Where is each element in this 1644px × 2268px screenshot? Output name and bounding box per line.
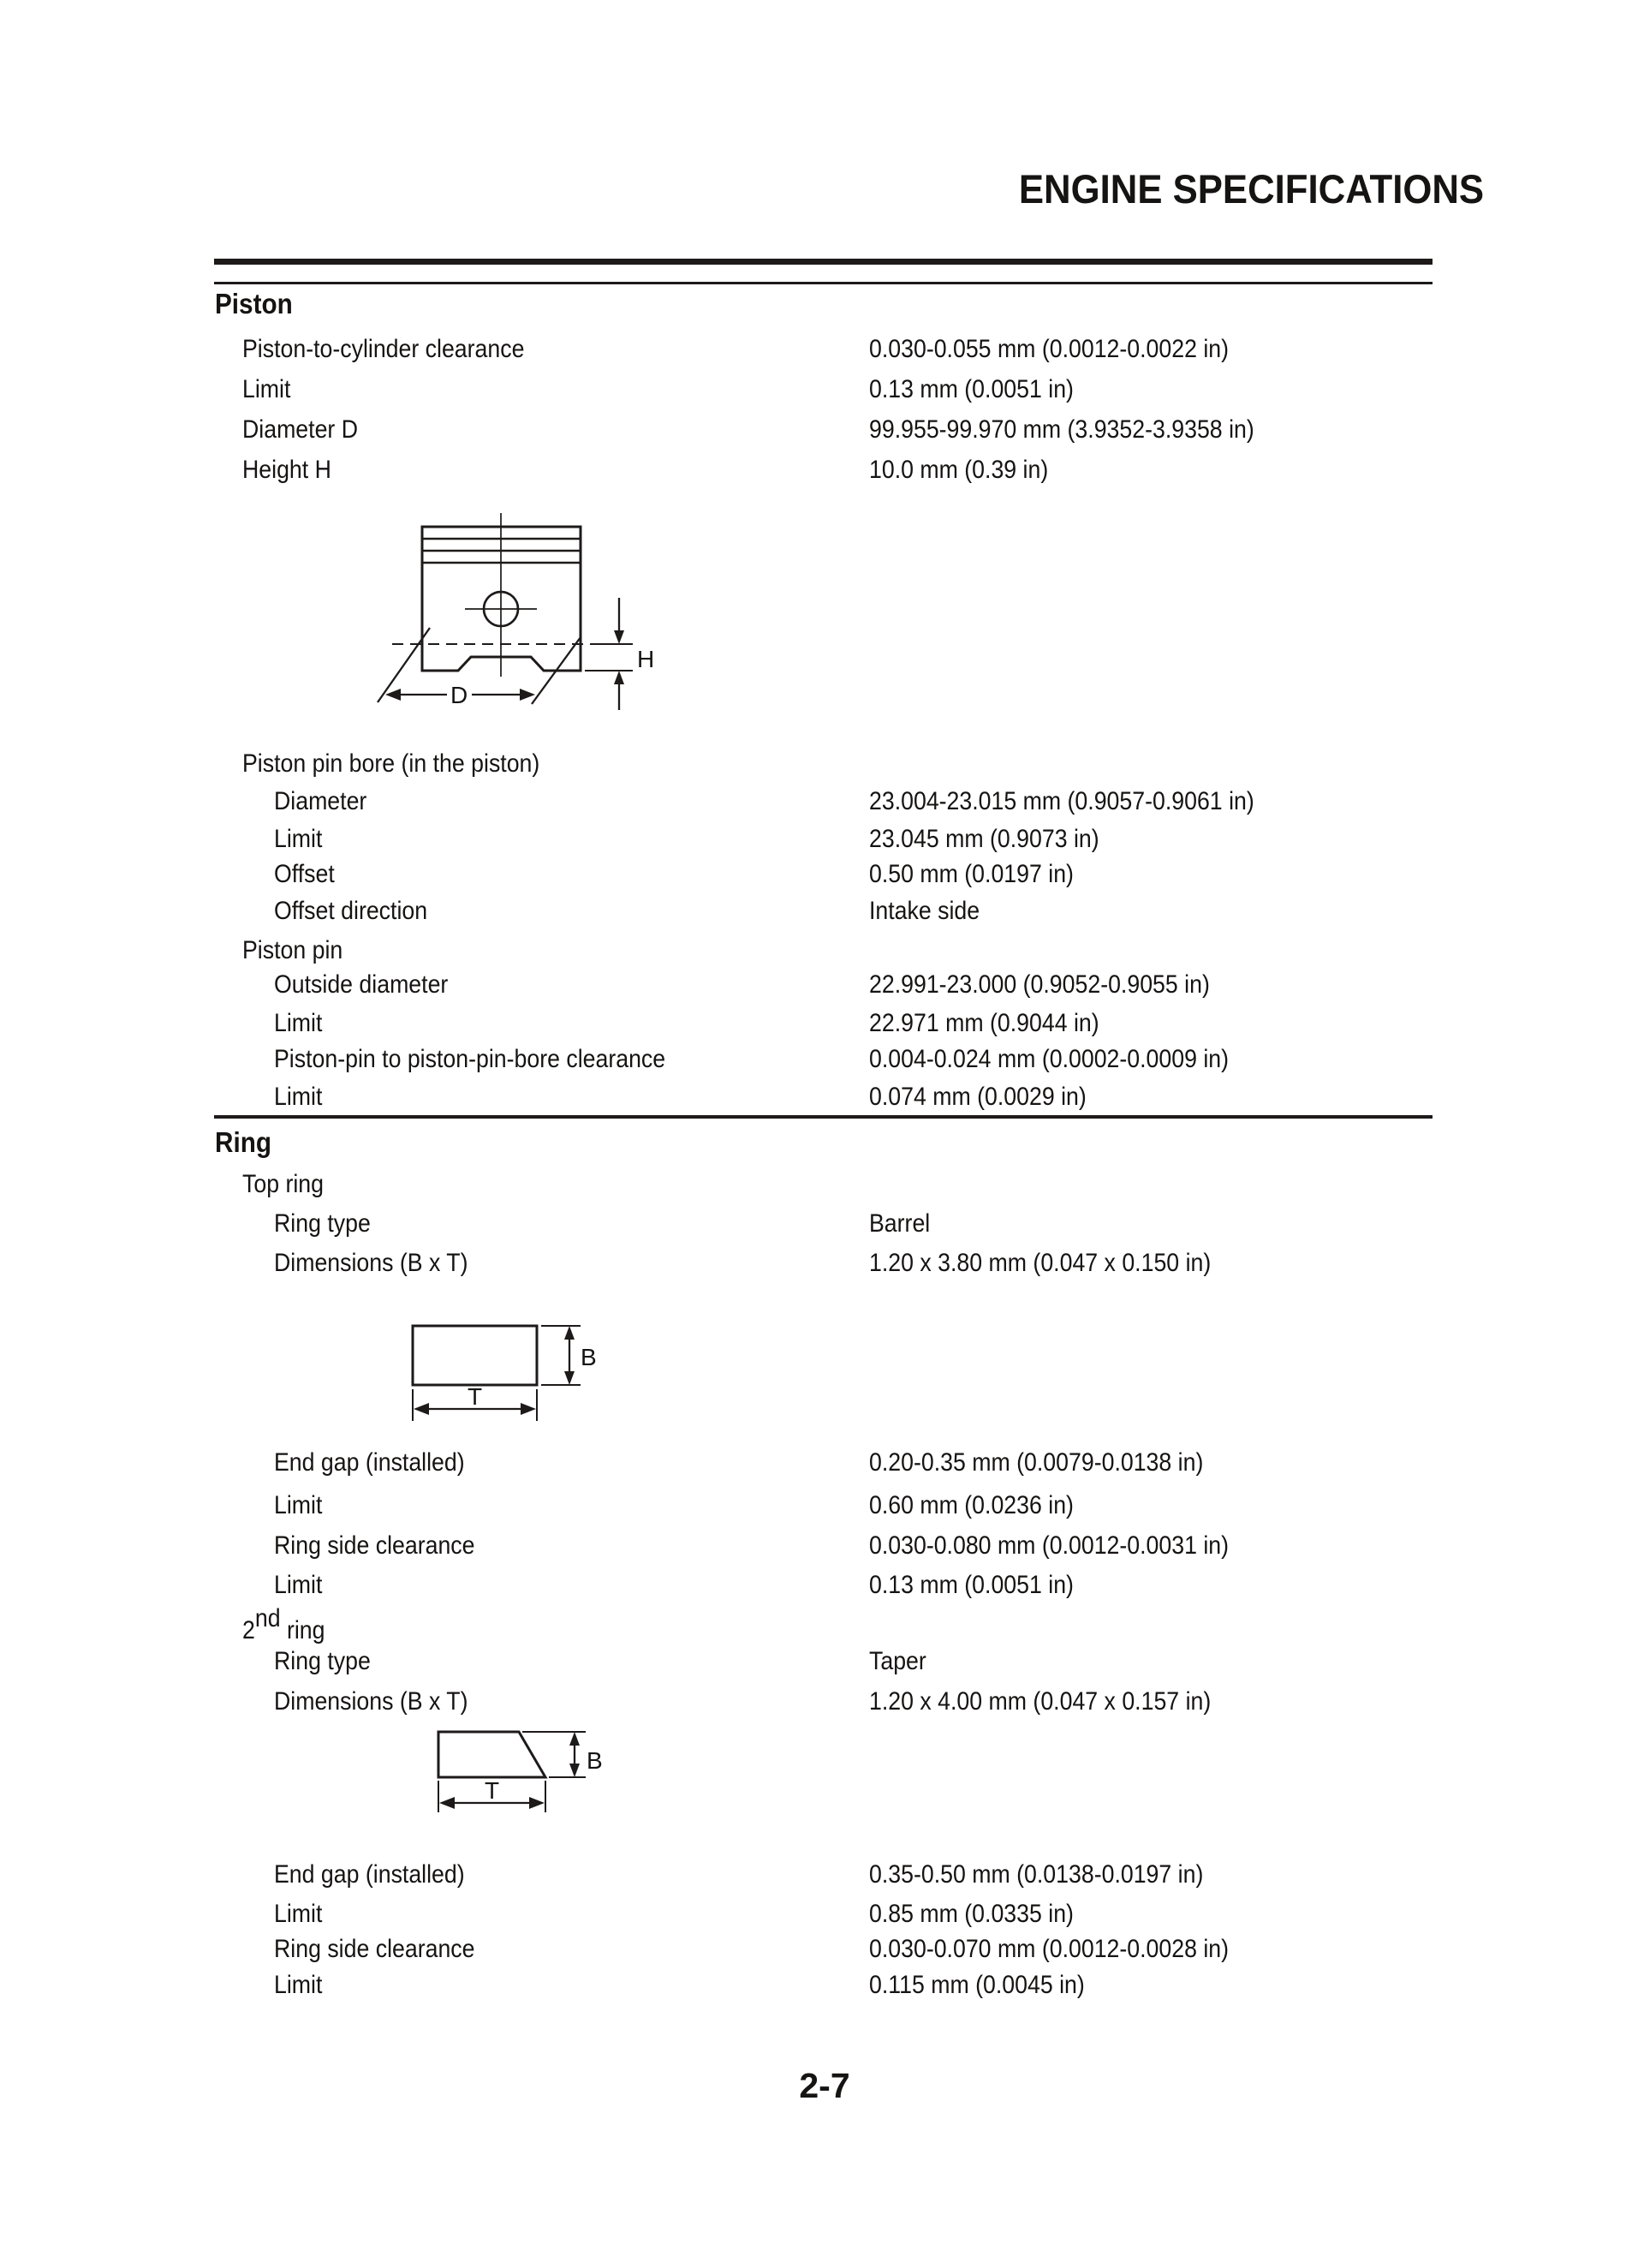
spec-label: Diameter bbox=[274, 787, 367, 815]
spec-label: Limit bbox=[242, 375, 291, 403]
spec-label: Piston-to-cylinder clearance bbox=[242, 335, 525, 363]
spec-row bbox=[0, 1043, 1644, 1077]
spec-label: Dimensions (B x T) bbox=[274, 1687, 468, 1716]
spec-row bbox=[0, 1168, 1644, 1203]
spec-row bbox=[0, 1081, 1644, 1115]
dimension-label-b: B bbox=[581, 1344, 597, 1370]
spec-value: 0.20-0.35 mm (0.0079-0.0138 in) bbox=[869, 1448, 1204, 1477]
spec-label-2nd-ring: 2nd ring bbox=[242, 1604, 325, 1644]
spec-value: 0.85 mm (0.0335 in) bbox=[869, 1900, 1074, 1928]
spec-row bbox=[0, 333, 1644, 367]
spec-label: Piston pin bore (in the piston) bbox=[242, 749, 540, 778]
spec-value: 0.60 mm (0.0236 in) bbox=[869, 1491, 1074, 1519]
spec-row bbox=[0, 934, 1644, 969]
spec-value: 22.971 mm (0.9044 in) bbox=[869, 1009, 1099, 1037]
dimension-label-h: H bbox=[637, 646, 655, 672]
spec-label: Ring type bbox=[274, 1209, 371, 1238]
dimension-label-t: T bbox=[468, 1383, 483, 1410]
spec-label: Limit bbox=[274, 1009, 323, 1037]
spec-row bbox=[0, 1645, 1644, 1680]
spec-value: 0.35-0.50 mm (0.0138-0.0197 in) bbox=[869, 1860, 1204, 1889]
spec-value: Intake side bbox=[869, 897, 980, 925]
spec-row bbox=[0, 1859, 1644, 1893]
spec-label: End gap (installed) bbox=[274, 1860, 465, 1889]
spec-row bbox=[0, 785, 1644, 820]
spec-label: Offset direction bbox=[274, 897, 428, 925]
spec-value: 22.991-23.000 (0.9052-0.9055 in) bbox=[869, 970, 1210, 999]
spec-value: 0.030-0.080 mm (0.0012-0.0031 in) bbox=[869, 1531, 1230, 1560]
top-ring-diagram bbox=[390, 1315, 621, 1435]
spec-row bbox=[0, 895, 1644, 929]
spec-label: Ring side clearance bbox=[274, 1531, 475, 1560]
spec-label: Limit bbox=[274, 1571, 323, 1599]
spec-label: Height H bbox=[242, 456, 331, 484]
spec-value: 10.0 mm (0.39 in) bbox=[869, 456, 1049, 484]
spec-row bbox=[0, 1007, 1644, 1041]
spec-label: Limit bbox=[274, 825, 323, 853]
spec-value: 0.13 mm (0.0051 in) bbox=[869, 375, 1074, 403]
spec-value: 1.20 x 4.00 mm (0.047 x 0.157 in) bbox=[869, 1687, 1212, 1716]
spec-label: Top ring bbox=[242, 1170, 324, 1198]
spec-label: End gap (installed) bbox=[274, 1448, 465, 1477]
spec-row bbox=[0, 1603, 1644, 1644]
spec-label: Limit bbox=[274, 1491, 323, 1519]
second-ring-diagram bbox=[415, 1713, 629, 1824]
spec-row bbox=[0, 414, 1644, 448]
spec-row bbox=[0, 748, 1644, 782]
ring-section-rule bbox=[214, 1115, 1433, 1119]
dimension-label-d: D bbox=[450, 682, 468, 708]
spec-row bbox=[0, 1969, 1644, 2003]
spec-value: Taper bbox=[869, 1647, 926, 1675]
spec-row bbox=[0, 823, 1644, 857]
spec-row bbox=[0, 1208, 1644, 1242]
spec-row bbox=[0, 1933, 1644, 1967]
spec-label: Dimensions (B x T) bbox=[274, 1249, 468, 1277]
spec-value: 0.030-0.055 mm (0.0012-0.0022 in) bbox=[869, 335, 1230, 363]
spec-label: Outside diameter bbox=[274, 970, 449, 999]
spec-value: 0.115 mm (0.0045 in) bbox=[869, 1971, 1085, 1999]
spec-label: Diameter D bbox=[242, 415, 359, 444]
section-heading-ring: Ring bbox=[215, 1126, 271, 1158]
spec-value: 23.045 mm (0.9073 in) bbox=[869, 825, 1099, 853]
spec-row bbox=[0, 969, 1644, 1003]
page-header bbox=[984, 165, 1484, 212]
spec-label: Offset bbox=[274, 860, 335, 888]
spec-row bbox=[0, 1569, 1644, 1603]
spec-label: Ring type bbox=[274, 1647, 371, 1675]
spec-label: Ring side clearance bbox=[274, 1935, 475, 1963]
spec-label: Limit bbox=[274, 1900, 323, 1928]
section-heading-piston: Piston bbox=[215, 288, 293, 319]
spec-row bbox=[0, 858, 1644, 892]
spec-value: 0.004-0.024 mm (0.0002-0.0009 in) bbox=[869, 1045, 1230, 1073]
spec-row bbox=[0, 1489, 1644, 1524]
spec-value: 0.13 mm (0.0051 in) bbox=[869, 1571, 1074, 1599]
page-title: ENGINE SPECIFICATIONS bbox=[1018, 166, 1484, 212]
spec-value: 23.004-23.015 mm (0.9057-0.9061 in) bbox=[869, 787, 1254, 815]
dimension-label-t: T bbox=[485, 1777, 500, 1804]
spec-row bbox=[0, 1686, 1644, 1720]
spec-row bbox=[0, 1447, 1644, 1481]
spec-row bbox=[0, 373, 1644, 408]
header-rule-thin bbox=[214, 282, 1433, 284]
spec-row bbox=[0, 1247, 1644, 1281]
header-rule-thick bbox=[214, 259, 1433, 265]
piston-diagram bbox=[360, 501, 702, 732]
spec-label: Piston pin bbox=[242, 936, 343, 964]
spec-label: Limit bbox=[274, 1083, 323, 1111]
spec-value: 0.074 mm (0.0029 in) bbox=[869, 1083, 1087, 1111]
spec-label: Piston-pin to piston-pin-bore clearance bbox=[274, 1045, 666, 1073]
spec-value: 0.50 mm (0.0197 in) bbox=[869, 860, 1074, 888]
spec-row bbox=[0, 454, 1644, 488]
spec-value: 0.030-0.070 mm (0.0012-0.0028 in) bbox=[869, 1935, 1230, 1963]
spec-row bbox=[0, 1530, 1644, 1564]
spec-row bbox=[0, 1898, 1644, 1932]
spec-value: 1.20 x 3.80 mm (0.047 x 0.150 in) bbox=[869, 1249, 1212, 1277]
spec-value: 99.955-99.970 mm (3.9352-3.9358 in) bbox=[869, 415, 1254, 444]
spec-label: Limit bbox=[274, 1971, 323, 1999]
dimension-label-b: B bbox=[587, 1747, 603, 1774]
spec-value: Barrel bbox=[869, 1209, 931, 1238]
page-number: 2-7 bbox=[799, 2066, 850, 2105]
